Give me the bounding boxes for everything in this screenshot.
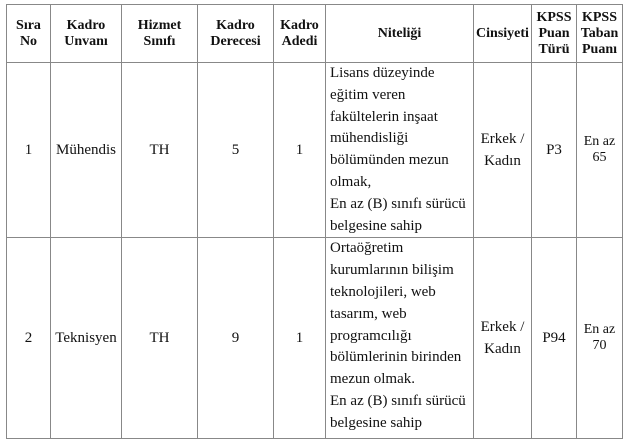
nitelik-line: bölümünden mezun [330, 152, 449, 169]
nitelik-line: fakültelerin inşaat [330, 108, 438, 125]
header-kadro-derecesi: Kadro Derecesi [198, 5, 274, 63]
kadro-table [6, 4, 623, 439]
header-kadro-adedi: Kadro Adedi [274, 5, 326, 63]
cell-kadro-derecesi: 9 [198, 238, 274, 439]
nitelik-line: mühendisliği [330, 130, 409, 147]
nitelik-line: Ortaöğretim [330, 240, 404, 257]
cell-kpss-taban-puani: En az 65 [577, 63, 623, 238]
cell-hizmet-sinifi: TH [122, 63, 198, 238]
header-sira-no: Sıra No [7, 5, 51, 63]
header-kadro-unvani: Kadro Unvanı [51, 5, 122, 63]
header-niteligi: Niteliği [326, 5, 474, 63]
cell-kadro-unvani: Teknisyen [51, 238, 122, 439]
cell-niteligi [326, 63, 474, 238]
header-cinsiyeti: Cinsiyeti [474, 5, 532, 63]
cell-sira-no: 2 [7, 238, 51, 439]
header-hizmet-sinifi: Hizmet Sınıfı [122, 5, 198, 63]
cell-kpss-puan-turu: P3 [532, 63, 577, 238]
nitelik-line: En az (B) sınıfı sürücü [330, 195, 466, 212]
nitelik-line: mezun olmak. [330, 371, 415, 388]
header-row [7, 5, 623, 63]
nitelik-line: eğitim veren [330, 86, 406, 103]
table-row [7, 63, 623, 238]
nitelik-line: bölümlerinin birinden [330, 349, 462, 366]
cell-kadro-derecesi: 5 [198, 63, 274, 238]
cell-cinsiyeti: Erkek / Kadın [474, 238, 532, 439]
header-kpss-puan-turu: KPSS Puan Türü [532, 5, 577, 63]
nitelik-line: olmak, [330, 173, 372, 190]
nitelik-line: Lisans düzeyinde [330, 65, 435, 81]
nitelik-line: kurumlarının bilişim [330, 262, 454, 279]
nitelik-line: belgesine sahip [330, 414, 423, 431]
header-kpss-taban-puani: KPSS Taban Puanı [577, 5, 623, 63]
cell-hizmet-sinifi: TH [122, 238, 198, 439]
cell-niteligi [326, 238, 474, 439]
cell-kadro-adedi: 1 [274, 63, 326, 238]
nitelik-line: programcılığı [330, 327, 412, 344]
nitelik-line: En az (B) sınıfı sürücü [330, 392, 466, 409]
cell-kadro-unvani: Mühendis [51, 63, 122, 238]
nitelik-line: tasarım, web [330, 305, 407, 322]
nitelik-line: belgesine sahip [330, 217, 423, 234]
table-row [7, 238, 623, 439]
cell-kpss-puan-turu: P94 [532, 238, 577, 439]
cell-kpss-taban-puani: En az 70 [577, 238, 623, 439]
cell-cinsiyeti: Erkek / Kadın [474, 63, 532, 238]
cell-kadro-adedi: 1 [274, 238, 326, 439]
cell-sira-no: 1 [7, 63, 51, 238]
nitelik-line: teknolojileri, web [330, 283, 436, 300]
